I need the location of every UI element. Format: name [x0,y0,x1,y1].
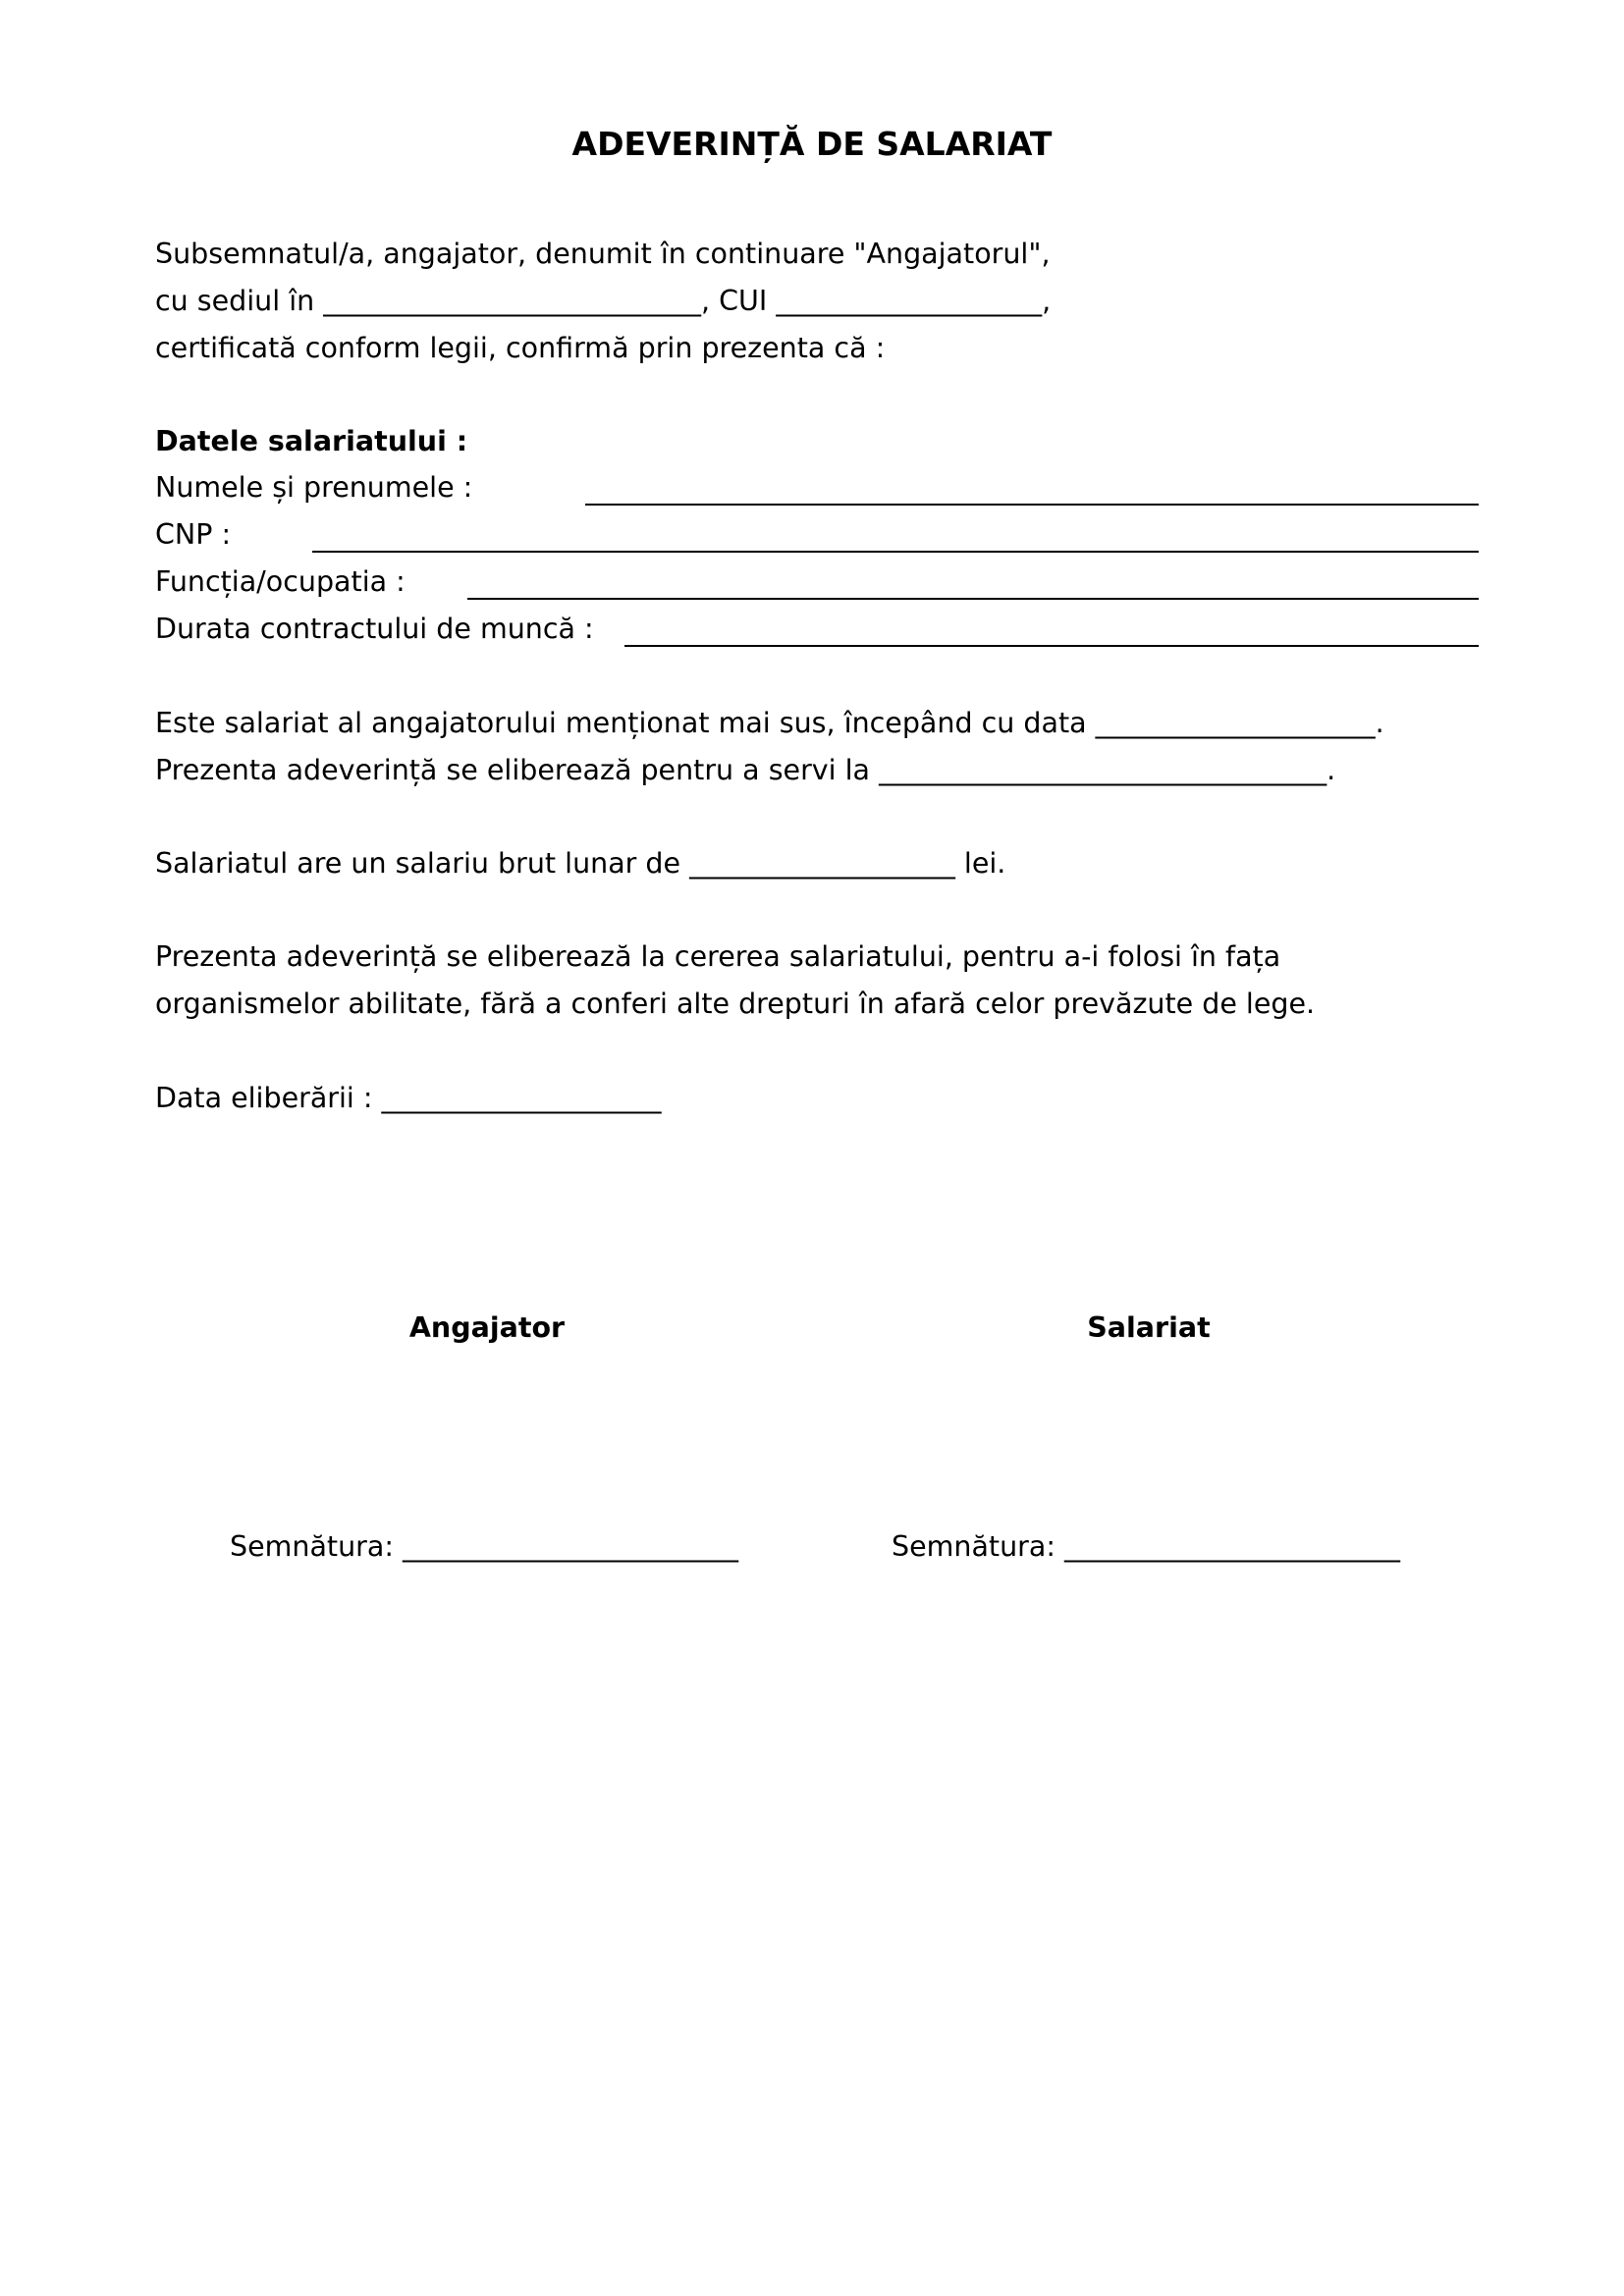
employer-heading: Angajator [408,1311,566,1344]
salary-line: Salariatul are un salariu brut lunar de ___________________ lei. [155,847,1006,880]
field-line-function[interactable] [467,598,1479,600]
intro-line-2: cu sediul în ___________________________, CUI ___________________, [155,285,1052,317]
field-line-name[interactable] [585,504,1479,506]
field-label-function: Funcția/ocupatia : [155,565,406,598]
employment-line-2: Prezenta adeverință se eliberează pentru a servi la ________________________________. [155,754,1336,786]
purpose-line-2: organismelor abilitate, fără a conferi alte drepturi în afară celor prevăzute de lege. [155,988,1316,1020]
employee-signature-line: Semnătura: ________________________ [892,1530,1400,1563]
document-title: ADEVERINȚĂ DE SALARIAT [571,125,1053,163]
employee-section-heading: Datele salariatului : [155,425,468,457]
field-line-cnp[interactable] [312,551,1479,553]
purpose-line-1: Prezenta adeverință se eliberează la cererea salariatului, pentru a-i folosi în fața [155,940,1281,973]
employment-line-1: Este salariat al angajatorului menționat mai sus, începând cu data ____________________. [155,707,1384,739]
employer-signature-line: Semnătura: ________________________ [230,1530,738,1563]
intro-line-1: Subsemnatul/a, angajator, denumit în continuare "Angajatorul", [155,238,1051,270]
field-label-name: Numele și prenumele : [155,471,473,504]
issue-date-line: Data eliberării : ____________________ [155,1082,662,1114]
field-label-cnp: CNP : [155,518,232,551]
field-label-contract-duration: Durata contractului de muncă : [155,613,594,645]
field-line-contract-duration[interactable] [624,645,1479,647]
intro-line-3: certificată conform legii, confirmă prin prezenta că : [155,332,886,364]
employee-heading: Salariat [1087,1311,1211,1344]
